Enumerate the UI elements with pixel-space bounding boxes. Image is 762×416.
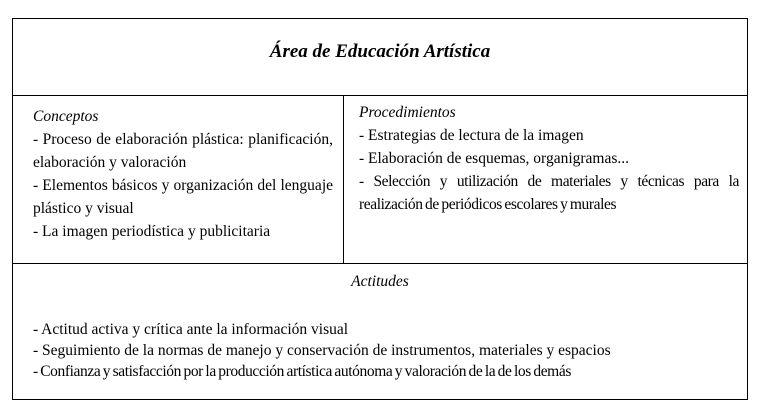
procedimientos-item: - Elaboración de esquemas, organigramas... xyxy=(359,150,630,167)
conceptos-item: - La imagen periodística y publicitaria xyxy=(33,223,271,240)
procedimientos-item: - Selección y utilización de materiales y técnicas para la realización de periódicos escolares y murales xyxy=(359,173,739,213)
actitudes-heading: Actitudes xyxy=(351,273,409,290)
divider-middle xyxy=(13,263,747,264)
table-title: Área de Educación Artística xyxy=(269,41,491,62)
procedimientos-section xyxy=(359,101,739,216)
actitudes-item: - Confianza y satisfacción por la producción artística autónoma y valoración de la de los demás xyxy=(33,363,571,380)
actitudes-item: - Seguimiento de la normas de manejo y conservación de instrumentos, materiales y espacios xyxy=(33,342,611,359)
conceptos-heading: Conceptos xyxy=(33,108,99,125)
conceptos-item: - Proceso de elaboración plástica: planificación, elaboración y valoración xyxy=(33,131,333,171)
conceptos-item: - Elementos básicos y organización del lenguaje plástico y visual xyxy=(33,177,333,217)
procedimientos-heading: Procedimientos xyxy=(359,104,456,121)
actitudes-section xyxy=(33,319,739,382)
divider-vertical xyxy=(343,95,344,263)
procedimientos-item: - Estrategias de lectura de la imagen xyxy=(359,127,584,144)
conceptos-section xyxy=(33,105,333,243)
actitudes-item: - Actitud activa y crítica ante la información visual xyxy=(33,321,349,338)
curriculum-table xyxy=(12,18,748,400)
divider-top xyxy=(13,95,747,96)
